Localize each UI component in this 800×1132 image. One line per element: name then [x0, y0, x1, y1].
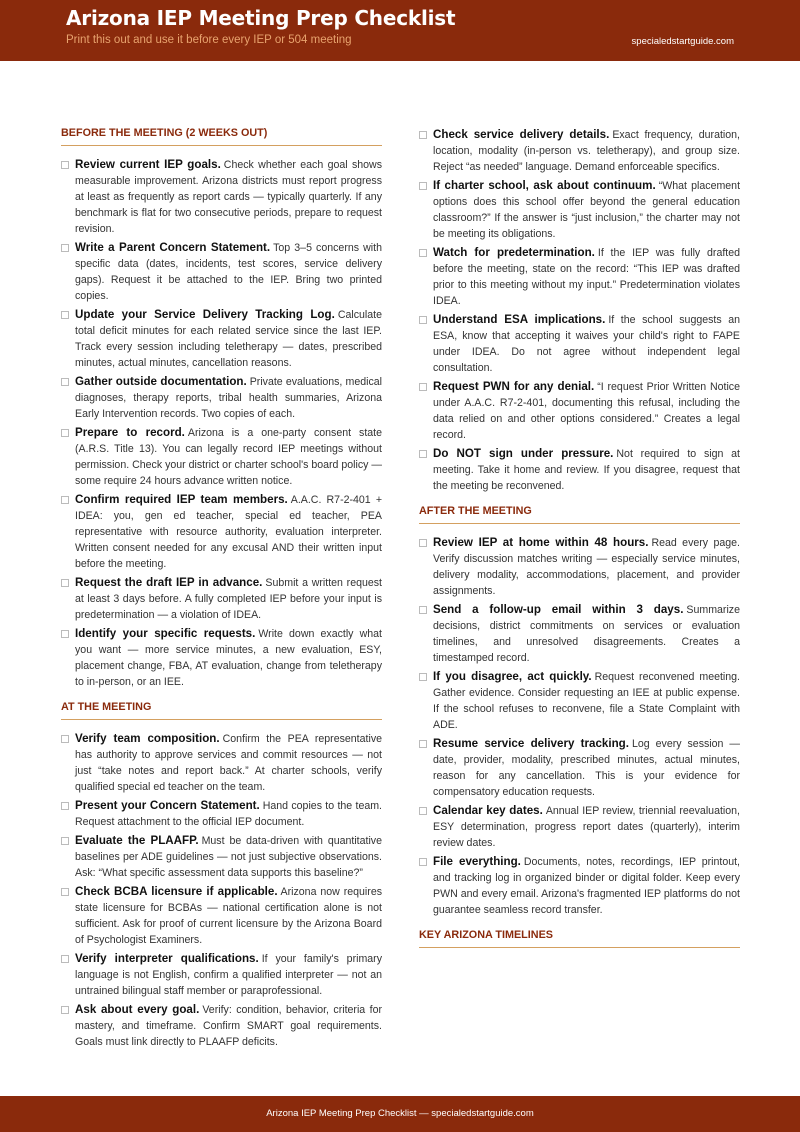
right-column — [419, 127, 740, 959]
page-subtitle: Print this out and use it before every IEP or 504 meeting — [66, 34, 352, 46]
checkbox-icon[interactable] — [419, 383, 427, 391]
checkbox-icon[interactable] — [419, 450, 427, 458]
checkbox-icon[interactable] — [419, 858, 427, 866]
checklist-item-title: Verify team composition. — [75, 732, 220, 745]
checklist-item — [61, 798, 382, 830]
checklist-item-title: Gather outside documentation. — [75, 375, 247, 388]
checklist-item-text: Private evaluations, medical diagnoses, therapy reports, tribal health summaries, Arizona Early Intervention records. Two copies of each. — [75, 376, 382, 420]
section-heading-timelines: KEY ARIZONA TIMELINES — [419, 929, 740, 948]
checklist-before — [61, 157, 382, 690]
checklist-item-text: Exact frequency, duration, location, modality (in-person vs. teletherapy), and group size. Reject “as needed” language. Demand enforceable specifics. — [433, 129, 740, 173]
checklist-at-part1 — [61, 731, 382, 1050]
checkbox-icon[interactable] — [61, 311, 69, 319]
checklist-item — [419, 736, 740, 800]
checklist-item — [61, 374, 382, 422]
checkbox-icon[interactable] — [61, 579, 69, 587]
checkbox-icon[interactable] — [419, 740, 427, 748]
checklist-item — [61, 307, 382, 371]
checklist-item-title: Resume service delivery tracking. — [433, 737, 629, 750]
checklist-item-title: Review current IEP goals. — [75, 158, 221, 171]
checkbox-icon[interactable] — [61, 161, 69, 169]
checklist-item — [419, 245, 740, 309]
checklist-item-text: Top 3–5 concerns with specific data (dates, incidents, test scores, service delivery gaps). Request it be attached to the IEP. Bring two printed copies. — [75, 242, 382, 302]
checkbox-icon[interactable] — [419, 182, 427, 190]
checklist-item-text: Arizona now requires state licensure for BCBAs — national certification alone is not sufficient. Ask for proof of current licensure by the Arizona Board of Psychologist Examiners. — [75, 886, 383, 946]
checklist-item — [419, 446, 740, 494]
checklist-item-text: Write down exactly what you want — more service minutes, a new evaluation, ESY, placement change, FBA, AT evaluation, change from teletherapy to in-person, or an IEE. — [75, 628, 382, 688]
checklist-item-text: Submit a written request at least 3 days before. A fully completed IEP before your input is predetermination — a violation of IDEA. — [75, 577, 383, 621]
checkbox-icon[interactable] — [61, 429, 69, 437]
checklist-item-title: Understand ESA implications. — [433, 313, 606, 326]
checkbox-icon[interactable] — [419, 131, 427, 139]
checkbox-icon[interactable] — [61, 630, 69, 638]
checklist-item — [61, 1002, 382, 1050]
checklist-item — [419, 669, 740, 733]
checklist-item — [61, 884, 382, 948]
checklist-item — [61, 731, 382, 795]
checklist-item-text: If your family's primary language is not English, confirm a qualified interpreter — not an untrained bilingual staff member or paraprofessional. — [75, 953, 383, 997]
section-heading-at: AT THE MEETING — [61, 701, 382, 720]
checklist-item-text: Hand copies to the team. Request attachment to the official IEP document. — [75, 800, 382, 828]
checklist-item — [61, 575, 382, 623]
checklist-item-title: Update your Service Delivery Tracking Log. — [75, 308, 335, 321]
checklist-item — [419, 854, 740, 918]
checklist-item-text: Confirm the PEA representative has authority to approve services and commit resources — not just “take notes and report back.” At charter schools, verify qualified special ed teacher on the team. — [75, 733, 383, 793]
checklist-item — [419, 127, 740, 175]
checklist-item — [419, 178, 740, 242]
checkbox-icon[interactable] — [419, 249, 427, 257]
checklist-item-text: Calculate total deficit minutes for each related service since the last IEP. Track every session including teletherapy — dates, prescribed minutes, actual minutes, cancellation reasons. — [75, 309, 382, 369]
section-heading-before: BEFORE THE MEETING (2 WEEKS OUT) — [61, 127, 382, 146]
checklist-item — [419, 379, 740, 443]
checkbox-icon[interactable] — [61, 837, 69, 845]
checklist-item-text: Request reconvened meeting. Gather evidence. Consider requesting an IEE at public expense. If the school refuses to reconvene, file a State Complaint with ADE. — [433, 671, 740, 731]
checkbox-icon[interactable] — [61, 378, 69, 386]
checklist-item-title: Prepare to record. — [75, 426, 185, 439]
checkbox-icon[interactable] — [419, 539, 427, 547]
checklist-item — [61, 157, 382, 237]
page-title: Arizona IEP Meeting Prep Checklist — [66, 6, 456, 30]
checklist-item-text: If the IEP was fully drafted before the meeting, state on the record: “This IEP was drafted prior to this meeting without my input.” Predetermination violates IDEA. — [433, 247, 741, 307]
checkbox-icon[interactable] — [61, 888, 69, 896]
checklist-item-title: Identify your specific requests. — [75, 627, 256, 640]
checklist-item-title: Evaluate the PLAAFP. — [75, 834, 199, 847]
checklist-item — [61, 425, 382, 489]
checkbox-icon[interactable] — [61, 735, 69, 743]
checklist-item-text: Arizona is a one-party consent state (A.R.S. Title 13). You can legally record IEP meetings without permission. Check your district or charter school's board policy — some require 24 hours advance written notice. — [75, 427, 383, 487]
checklist-item-title: File everything. — [433, 855, 521, 868]
checklist-after — [419, 535, 740, 918]
page-footer: Arizona IEP Meeting Prep Checklist — specialedstartguide.com — [0, 1096, 800, 1132]
checklist-item-text: Annual IEP review, triennial reevaluation, ESY determination, progress report dates (quarterly), interim review dates. — [433, 805, 740, 849]
checklist-item-text: Check whether each goal shows measurable improvement. Arizona districts must report progress at least as frequently as report cards — typically quarterly. If any benchmark is flat for two consecutive periods, prepare to request revision. — [75, 159, 382, 235]
checklist-item-title: Check BCBA licensure if applicable. — [75, 885, 278, 898]
checkbox-icon[interactable] — [419, 673, 427, 681]
checklist-item-text: Read every page. Verify discussion matches writing — especially service minutes, delivery modality, accommodations, placement, and provider assignments. — [433, 537, 740, 597]
checkbox-icon[interactable] — [61, 244, 69, 252]
checklist-item-text: Documents, notes, recordings, IEP printout, and tracking log in organized binder or digital folder. Keep every PWN and every email. Arizona's fragmented IEP platforms do not guarantee seamless record transfer. — [433, 856, 740, 916]
checklist-item-title: Write a Parent Concern Statement. — [75, 241, 271, 254]
checklist-item — [61, 626, 382, 690]
checkbox-icon[interactable] — [419, 316, 427, 324]
left-column — [61, 127, 382, 1053]
checklist-item-text: A.A.C. R7-2-401 + IDEA: you, gen ed teacher, special ed teacher, PEA representative with resource authority, evaluation interpreter. Written consent needed for any excusal AND their written input before the meeting. — [75, 494, 383, 570]
checklist-item — [61, 951, 382, 999]
checklist-item-text: “I request Prior Written Notice under A.A.C. R7-2-401, documenting this refusal, including the data relied on and other options considered.” Creates a legal record. — [433, 381, 740, 441]
checklist-item-title: Send a follow-up email within 3 days. — [433, 603, 684, 616]
checklist-item-title: Review IEP at home within 48 hours. — [433, 536, 649, 549]
checklist-item — [419, 535, 740, 599]
checklist-item-title: Verify interpreter qualifications. — [75, 952, 259, 965]
checkbox-icon[interactable] — [419, 807, 427, 815]
checklist-item-text: Summarize decisions, district commitments on services or evaluation timelines, and unresolved disagreements. Creates a timestamped record. — [433, 604, 740, 664]
checklist-item-text: Must be data-driven with quantitative baselines per ADE guidelines — not just subjective observations. Ask: “What specific assessment data supports this baseline?” — [75, 835, 382, 879]
checklist-item — [61, 492, 382, 572]
checklist-item-title: Do NOT sign under pressure. — [433, 447, 614, 460]
checkbox-icon[interactable] — [419, 606, 427, 614]
checklist-item — [61, 240, 382, 304]
checklist-item-title: Ask about every goal. — [75, 1003, 200, 1016]
checkbox-icon[interactable] — [61, 1006, 69, 1014]
checklist-item-text: Verify: condition, behavior, criteria for mastery, and timeframe. Confirm SMART goal requirements. Goals must link directly to PLAAFP deficits. — [75, 1004, 382, 1048]
checklist-item — [61, 833, 382, 881]
checkbox-icon[interactable] — [61, 802, 69, 810]
checklist-at-part2 — [419, 127, 740, 494]
checklist-item-text: “What placement options does this school offer beyond the general education classroom?” If the answer is “just inclusion,” the charter may not be meeting its obligations. — [433, 180, 741, 240]
site-url: specialedstartguide.com — [631, 36, 734, 47]
checklist-item-title: If charter school, ask about continuum. — [433, 179, 656, 192]
page-header — [0, 0, 800, 61]
checklist-item — [419, 803, 740, 851]
checkbox-icon[interactable] — [61, 955, 69, 963]
section-heading-after: AFTER THE MEETING — [419, 505, 740, 524]
checklist-item-title: Request PWN for any denial. — [433, 380, 595, 393]
checklist-item-title: Confirm required IEP team members. — [75, 493, 288, 506]
checklist-item-title: Request the draft IEP in advance. — [75, 576, 263, 589]
checkbox-icon[interactable] — [61, 496, 69, 504]
checklist-item-title: Watch for predetermination. — [433, 246, 595, 259]
checklist-item-text: Log every session — date, provider, modality, prescribed minutes, actual minutes, reason for any cancellation. This is your evidence for compensatory education requests. — [433, 738, 740, 798]
checklist-item-title: Present your Concern Statement. — [75, 799, 260, 812]
checklist-item — [419, 312, 740, 376]
checklist-item-title: Check service delivery details. — [433, 128, 610, 141]
checklist-item-text: If the school suggests an ESA, know that accepting it waives your child's right to FAPE under IDEA. Do not agree without independent legal consultation. — [433, 314, 740, 374]
checklist-item-text: Not required to sign at meeting. Take it home and review. If you disagree, request that the meeting be reconvened. — [433, 448, 740, 492]
checklist-item-title: If you disagree, act quickly. — [433, 670, 592, 683]
checklist-item — [419, 602, 740, 666]
checklist-item-title: Calendar key dates. — [433, 804, 543, 817]
